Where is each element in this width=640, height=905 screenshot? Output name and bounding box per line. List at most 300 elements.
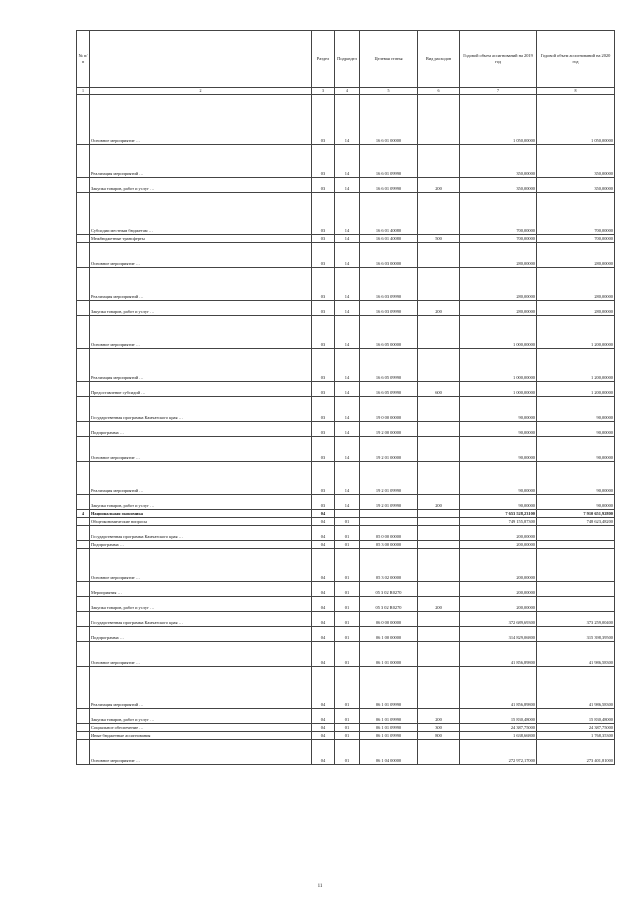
- expense-type-cell: [418, 582, 460, 597]
- expense-type-cell: [418, 349, 460, 382]
- amount-2019-cell: 90,00000: [460, 462, 537, 495]
- expense-type-cell: [418, 549, 460, 582]
- row-number-cell: [77, 178, 90, 193]
- podrazdel-cell: 14: [335, 268, 360, 301]
- table-row: [77, 95, 615, 145]
- amount-2020-cell: 1 050,00000: [537, 95, 615, 145]
- amount-2019-cell: 41 856,89800: [460, 642, 537, 667]
- target-article-cell: 05 3 02 R0270: [360, 597, 418, 612]
- expense-type-cell: [418, 462, 460, 495]
- item-name-cell: Закупка товаров, работ и услуг …: [90, 301, 312, 316]
- razdel-cell: 03: [312, 437, 335, 462]
- razdel-cell: 04: [312, 740, 335, 765]
- item-name-cell: Основное мероприятие …: [90, 642, 312, 667]
- target-article-cell: 16 6 01 09990: [360, 145, 418, 178]
- razdel-cell: 03: [312, 422, 335, 437]
- row-number-cell: [77, 732, 90, 740]
- table-body: [77, 95, 615, 765]
- target-article-cell: [360, 510, 418, 518]
- table-row: [77, 549, 615, 582]
- budget-table-sheet: [76, 30, 614, 765]
- item-name-cell: Государственная программа Камчатского края …: [90, 397, 312, 422]
- item-name-cell: Реализация мероприятий …: [90, 462, 312, 495]
- podrazdel-cell: 14: [335, 462, 360, 495]
- podrazdel-cell: 14: [335, 235, 360, 243]
- target-article-cell: 19 2 00 00000: [360, 422, 418, 437]
- razdel-cell: 03: [312, 462, 335, 495]
- item-name-cell: Государственная программа Камчатского края …: [90, 612, 312, 627]
- row-number-cell: [77, 193, 90, 235]
- target-article-cell: 16 6 01 40080: [360, 235, 418, 243]
- table-row: [77, 541, 615, 549]
- podrazdel-cell: 01: [335, 732, 360, 740]
- razdel-cell: 04: [312, 709, 335, 724]
- amount-2020-cell: 1 200,00000: [537, 349, 615, 382]
- table-row: [77, 178, 615, 193]
- item-name-cell: Закупка товаров, работ и услуг …: [90, 178, 312, 193]
- amount-2020-cell: 24 387,75000: [537, 724, 615, 732]
- target-article-cell: [360, 518, 418, 526]
- row-number-cell: [77, 243, 90, 268]
- col-number: 3: [312, 88, 335, 95]
- item-name-cell: Реализация мероприятий …: [90, 667, 312, 709]
- target-article-cell: 05 3 02 00000: [360, 549, 418, 582]
- col-number: 4: [335, 88, 360, 95]
- amount-2020-cell: [537, 582, 615, 597]
- table-row: [77, 709, 615, 724]
- row-number-cell: [77, 437, 90, 462]
- expense-type-cell: 200: [418, 597, 460, 612]
- expense-type-cell: [418, 145, 460, 178]
- amount-2020-cell: 273 401,81000: [537, 740, 615, 765]
- razdel-cell: 04: [312, 549, 335, 582]
- table-row: [77, 462, 615, 495]
- expense-type-cell: [418, 740, 460, 765]
- col-number: 1: [77, 88, 90, 95]
- expense-type-cell: [418, 667, 460, 709]
- amount-2019-cell: 90,00000: [460, 495, 537, 510]
- amount-2020-cell: 280,00000: [537, 268, 615, 301]
- table-row: [77, 740, 615, 765]
- podrazdel-cell: 14: [335, 95, 360, 145]
- target-article-cell: 16 6 01 09990: [360, 178, 418, 193]
- razdel-cell: 04: [312, 518, 335, 526]
- item-name-cell: Основное мероприятие …: [90, 316, 312, 349]
- target-article-cell: 19 2 01 09990: [360, 495, 418, 510]
- row-number-cell: [77, 667, 90, 709]
- table-row: [77, 422, 615, 437]
- item-name-cell: Субсидии местным бюджетам …: [90, 193, 312, 235]
- podrazdel-cell: 01: [335, 549, 360, 582]
- amount-2020-cell: 373 259,00400: [537, 612, 615, 627]
- amount-2020-cell: 1 768,35300: [537, 732, 615, 740]
- amount-2019-cell: 90,00000: [460, 397, 537, 422]
- col-header-podrazdel: Подраздел: [335, 31, 360, 88]
- amount-2019-cell: 90,00000: [460, 422, 537, 437]
- razdel-cell: 03: [312, 316, 335, 349]
- item-name-cell: Основное мероприятие …: [90, 437, 312, 462]
- podrazdel-cell: 14: [335, 495, 360, 510]
- row-number-cell: [77, 526, 90, 541]
- amount-2020-cell: 7 910 651,92800: [537, 510, 615, 518]
- col-number: 2: [90, 88, 312, 95]
- table-row: [77, 437, 615, 462]
- podrazdel-cell: 01: [335, 642, 360, 667]
- item-name-cell: Национальная экономика: [90, 510, 312, 518]
- razdel-cell: 04: [312, 541, 335, 549]
- expense-type-cell: 200: [418, 495, 460, 510]
- item-name-cell: Подпрограмма …: [90, 541, 312, 549]
- col-header-razdel: Раздел: [312, 31, 335, 88]
- budget-table: [76, 30, 615, 765]
- row-number-cell: [77, 462, 90, 495]
- podrazdel-cell: 01: [335, 518, 360, 526]
- item-name-cell: Основное мероприятие …: [90, 740, 312, 765]
- razdel-cell: 03: [312, 178, 335, 193]
- expense-type-cell: 200: [418, 178, 460, 193]
- razdel-cell: 03: [312, 268, 335, 301]
- amount-2020-cell: 15 830,48000: [537, 709, 615, 724]
- amount-2019-cell: 15 830,48000: [460, 709, 537, 724]
- table-row: [77, 612, 615, 627]
- amount-2019-cell: 749 155,87300: [460, 518, 537, 526]
- amount-2020-cell: 1 200,00000: [537, 316, 615, 349]
- target-article-cell: 16 6 03 09990: [360, 268, 418, 301]
- amount-2019-cell: 1 638,66800: [460, 732, 537, 740]
- item-name-cell: Реализация мероприятий …: [90, 268, 312, 301]
- table-row: [77, 627, 615, 642]
- table-row: [77, 243, 615, 268]
- podrazdel-cell: 14: [335, 397, 360, 422]
- amount-2020-cell: [537, 597, 615, 612]
- amount-2019-cell: 200,00000: [460, 541, 537, 549]
- col-number: 7: [460, 88, 537, 95]
- target-article-cell: 19 0 00 00000: [360, 397, 418, 422]
- row-number-cell: [77, 612, 90, 627]
- expense-type-cell: 200: [418, 709, 460, 724]
- expense-type-cell: [418, 627, 460, 642]
- target-article-cell: 06 1 01 09990: [360, 667, 418, 709]
- expense-type-cell: [418, 437, 460, 462]
- item-name-cell: Основное мероприятие …: [90, 549, 312, 582]
- razdel-cell: 04: [312, 582, 335, 597]
- item-name-cell: Закупка товаров, работ и услуг …: [90, 495, 312, 510]
- item-name-cell: Межбюджетные трансферты: [90, 235, 312, 243]
- podrazdel-cell: [335, 510, 360, 518]
- col-header-cs: Целевая статья: [360, 31, 418, 88]
- page-number: 11: [317, 884, 323, 889]
- target-article-cell: 06 1 01 00000: [360, 642, 418, 667]
- razdel-cell: 03: [312, 349, 335, 382]
- amount-2020-cell: [537, 541, 615, 549]
- row-number-cell: [77, 541, 90, 549]
- podrazdel-cell: 14: [335, 422, 360, 437]
- col-number: 6: [418, 88, 460, 95]
- amount-2019-cell: 7 653 528,23100: [460, 510, 537, 518]
- target-article-cell: 05 3 00 00000: [360, 541, 418, 549]
- item-name-cell: Подпрограмма …: [90, 422, 312, 437]
- amount-2019-cell: 200,00000: [460, 526, 537, 541]
- expense-type-cell: [418, 510, 460, 518]
- table-row: [77, 597, 615, 612]
- table-row: [77, 235, 615, 243]
- amount-2019-cell: 314 829,06800: [460, 627, 537, 642]
- amount-2020-cell: 90,00000: [537, 462, 615, 495]
- table-row: [77, 268, 615, 301]
- row-number-cell: [77, 724, 90, 732]
- target-article-cell: 05 3 02 R0270: [360, 582, 418, 597]
- row-number-cell: [77, 316, 90, 349]
- expense-type-cell: [418, 518, 460, 526]
- amount-2020-cell: 700,00000: [537, 193, 615, 235]
- razdel-cell: 03: [312, 301, 335, 316]
- podrazdel-cell: 14: [335, 382, 360, 397]
- expense-type-cell: [418, 243, 460, 268]
- table-row: [77, 495, 615, 510]
- expense-type-cell: [418, 612, 460, 627]
- table-row: [77, 518, 615, 526]
- table-row: [77, 510, 615, 518]
- razdel-cell: 03: [312, 397, 335, 422]
- expense-type-cell: 500: [418, 235, 460, 243]
- expense-type-cell: [418, 316, 460, 349]
- row-number-cell: 4: [77, 510, 90, 518]
- expense-type-cell: [418, 268, 460, 301]
- amount-2020-cell: 315 398,39500: [537, 627, 615, 642]
- amount-2020-cell: 90,00000: [537, 422, 615, 437]
- item-name-cell: Реализация мероприятий …: [90, 349, 312, 382]
- target-article-cell: 19 2 01 00000: [360, 437, 418, 462]
- amount-2019-cell: 272 972,17000: [460, 740, 537, 765]
- col-header-2019: Годовой объем ассигнований на 2019 год: [460, 31, 537, 88]
- amount-2019-cell: 700,00000: [460, 193, 537, 235]
- target-article-cell: 06 1 01 09990: [360, 709, 418, 724]
- row-number-cell: [77, 301, 90, 316]
- table-row: [77, 582, 615, 597]
- podrazdel-cell: 01: [335, 740, 360, 765]
- table-row: [77, 526, 615, 541]
- row-number-cell: [77, 268, 90, 301]
- razdel-cell: 04: [312, 724, 335, 732]
- item-name-cell: Социальное обеспечение …: [90, 724, 312, 732]
- expense-type-cell: [418, 526, 460, 541]
- row-number-cell: [77, 495, 90, 510]
- target-article-cell: 16 6 03 09990: [360, 301, 418, 316]
- table-header-row: [77, 31, 615, 88]
- podrazdel-cell: 14: [335, 437, 360, 462]
- target-article-cell: 19 2 01 09990: [360, 462, 418, 495]
- expense-type-cell: 200: [418, 301, 460, 316]
- target-article-cell: 05 0 00 00000: [360, 526, 418, 541]
- amount-2019-cell: 372 689,69300: [460, 612, 537, 627]
- expense-type-cell: [418, 95, 460, 145]
- target-article-cell: 16 6 05 00000: [360, 316, 418, 349]
- amount-2019-cell: 350,00000: [460, 145, 537, 178]
- row-number-cell: [77, 422, 90, 437]
- amount-2019-cell: 280,00000: [460, 243, 537, 268]
- item-name-cell: Общеэкономические вопросы: [90, 518, 312, 526]
- podrazdel-cell: 01: [335, 627, 360, 642]
- col-number: 5: [360, 88, 418, 95]
- amount-2019-cell: 200,00000: [460, 597, 537, 612]
- amount-2019-cell: 41 856,89800: [460, 667, 537, 709]
- table-row: [77, 732, 615, 740]
- row-number-cell: [77, 397, 90, 422]
- razdel-cell: 03: [312, 145, 335, 178]
- podrazdel-cell: 14: [335, 193, 360, 235]
- target-article-cell: 16 6 01 00000: [360, 95, 418, 145]
- amount-2019-cell: 1 050,00000: [460, 95, 537, 145]
- expense-type-cell: [418, 397, 460, 422]
- amount-2020-cell: 748 623,48200: [537, 518, 615, 526]
- expense-type-cell: 600: [418, 382, 460, 397]
- row-number-cell: [77, 582, 90, 597]
- row-number-cell: [77, 349, 90, 382]
- razdel-cell: 04: [312, 526, 335, 541]
- amount-2019-cell: 280,00000: [460, 268, 537, 301]
- razdel-cell: 03: [312, 382, 335, 397]
- target-article-cell: 06 0 00 00000: [360, 612, 418, 627]
- table-row: [77, 193, 615, 235]
- row-number-cell: [77, 235, 90, 243]
- razdel-cell: 04: [312, 597, 335, 612]
- amount-2019-cell: 90,00000: [460, 437, 537, 462]
- podrazdel-cell: 14: [335, 145, 360, 178]
- table-row: [77, 667, 615, 709]
- expense-type-cell: [418, 642, 460, 667]
- razdel-cell: 03: [312, 95, 335, 145]
- podrazdel-cell: 14: [335, 316, 360, 349]
- podrazdel-cell: 01: [335, 526, 360, 541]
- item-name-cell: Реализация мероприятий …: [90, 145, 312, 178]
- item-name-cell: Предоставление субсидий …: [90, 382, 312, 397]
- row-number-cell: [77, 95, 90, 145]
- podrazdel-cell: 01: [335, 667, 360, 709]
- amount-2019-cell: 280,00000: [460, 301, 537, 316]
- amount-2019-cell: 24 387,75000: [460, 724, 537, 732]
- amount-2020-cell: [537, 526, 615, 541]
- item-name-cell: Закупка товаров, работ и услуг …: [90, 597, 312, 612]
- razdel-cell: 04: [312, 612, 335, 627]
- razdel-cell: 04: [312, 642, 335, 667]
- row-number-cell: [77, 709, 90, 724]
- razdel-cell: 04: [312, 732, 335, 740]
- target-article-cell: 06 1 04 00000: [360, 740, 418, 765]
- amount-2020-cell: 350,00000: [537, 145, 615, 178]
- podrazdel-cell: 14: [335, 301, 360, 316]
- target-article-cell: 06 1 01 09990: [360, 732, 418, 740]
- podrazdel-cell: 01: [335, 582, 360, 597]
- amount-2020-cell: 90,00000: [537, 397, 615, 422]
- target-article-cell: 16 6 03 00000: [360, 243, 418, 268]
- amount-2019-cell: 700,00000: [460, 235, 537, 243]
- podrazdel-cell: 01: [335, 597, 360, 612]
- amount-2020-cell: 350,00000: [537, 178, 615, 193]
- razdel-cell: 03: [312, 495, 335, 510]
- item-name-cell: Мероприятия …: [90, 582, 312, 597]
- row-number-cell: [77, 642, 90, 667]
- podrazdel-cell: 01: [335, 709, 360, 724]
- table-row: [77, 301, 615, 316]
- table-row: [77, 642, 615, 667]
- table-row: [77, 382, 615, 397]
- razdel-cell: 03: [312, 193, 335, 235]
- item-name-cell: Закупка товаров, работ и услуг …: [90, 709, 312, 724]
- row-number-cell: [77, 518, 90, 526]
- table-row: [77, 397, 615, 422]
- amount-2019-cell: 1 000,00000: [460, 382, 537, 397]
- item-name-cell: Подпрограмма …: [90, 627, 312, 642]
- table-row: [77, 349, 615, 382]
- expense-type-cell: [418, 422, 460, 437]
- col-number: 8: [537, 88, 615, 95]
- row-number-cell: [77, 740, 90, 765]
- expense-type-cell: [418, 541, 460, 549]
- amount-2019-cell: 1 000,00000: [460, 316, 537, 349]
- item-name-cell: Основное мероприятие …: [90, 95, 312, 145]
- row-number-cell: [77, 597, 90, 612]
- col-header-2020: Годовой объем ассигнований на 2020 год: [537, 31, 615, 88]
- amount-2020-cell: 700,00000: [537, 235, 615, 243]
- podrazdel-cell: 01: [335, 724, 360, 732]
- row-number-cell: [77, 145, 90, 178]
- amount-2019-cell: 350,00000: [460, 178, 537, 193]
- row-number-cell: [77, 382, 90, 397]
- amount-2020-cell: 41 986,58300: [537, 642, 615, 667]
- razdel-cell: 04: [312, 510, 335, 518]
- amount-2020-cell: 280,00000: [537, 301, 615, 316]
- podrazdel-cell: 01: [335, 612, 360, 627]
- target-article-cell: 16 6 05 09990: [360, 382, 418, 397]
- col-header-name: [90, 31, 312, 88]
- expense-type-cell: 800: [418, 732, 460, 740]
- col-header-vr: Вид расходов: [418, 31, 460, 88]
- row-number-cell: [77, 549, 90, 582]
- target-article-cell: 06 1 00 00000: [360, 627, 418, 642]
- amount-2020-cell: 280,00000: [537, 243, 615, 268]
- table-row: [77, 145, 615, 178]
- amount-2020-cell: 41 986,58300: [537, 667, 615, 709]
- item-name-cell: Иные бюджетные ассигнования: [90, 732, 312, 740]
- col-header-num: № п/п: [77, 31, 90, 88]
- item-name-cell: Государственная программа Камчатского края …: [90, 526, 312, 541]
- podrazdel-cell: 01: [335, 541, 360, 549]
- amount-2020-cell: [537, 549, 615, 582]
- target-article-cell: 16 6 01 40080: [360, 193, 418, 235]
- amount-2019-cell: 200,00000: [460, 549, 537, 582]
- table-row: [77, 316, 615, 349]
- expense-type-cell: [418, 193, 460, 235]
- amount-2019-cell: 200,00000: [460, 582, 537, 597]
- razdel-cell: 04: [312, 667, 335, 709]
- podrazdel-cell: 14: [335, 243, 360, 268]
- podrazdel-cell: 14: [335, 178, 360, 193]
- amount-2020-cell: 1 200,00000: [537, 382, 615, 397]
- amount-2020-cell: 90,00000: [537, 437, 615, 462]
- item-name-cell: Основное мероприятие …: [90, 243, 312, 268]
- column-number-row: [77, 88, 615, 95]
- row-number-cell: [77, 627, 90, 642]
- table-row: [77, 724, 615, 732]
- podrazdel-cell: 14: [335, 349, 360, 382]
- target-article-cell: 16 6 05 09990: [360, 349, 418, 382]
- amount-2019-cell: 1 000,00000: [460, 349, 537, 382]
- razdel-cell: 04: [312, 627, 335, 642]
- razdel-cell: 03: [312, 243, 335, 268]
- expense-type-cell: 300: [418, 724, 460, 732]
- amount-2020-cell: 90,00000: [537, 495, 615, 510]
- razdel-cell: 03: [312, 235, 335, 243]
